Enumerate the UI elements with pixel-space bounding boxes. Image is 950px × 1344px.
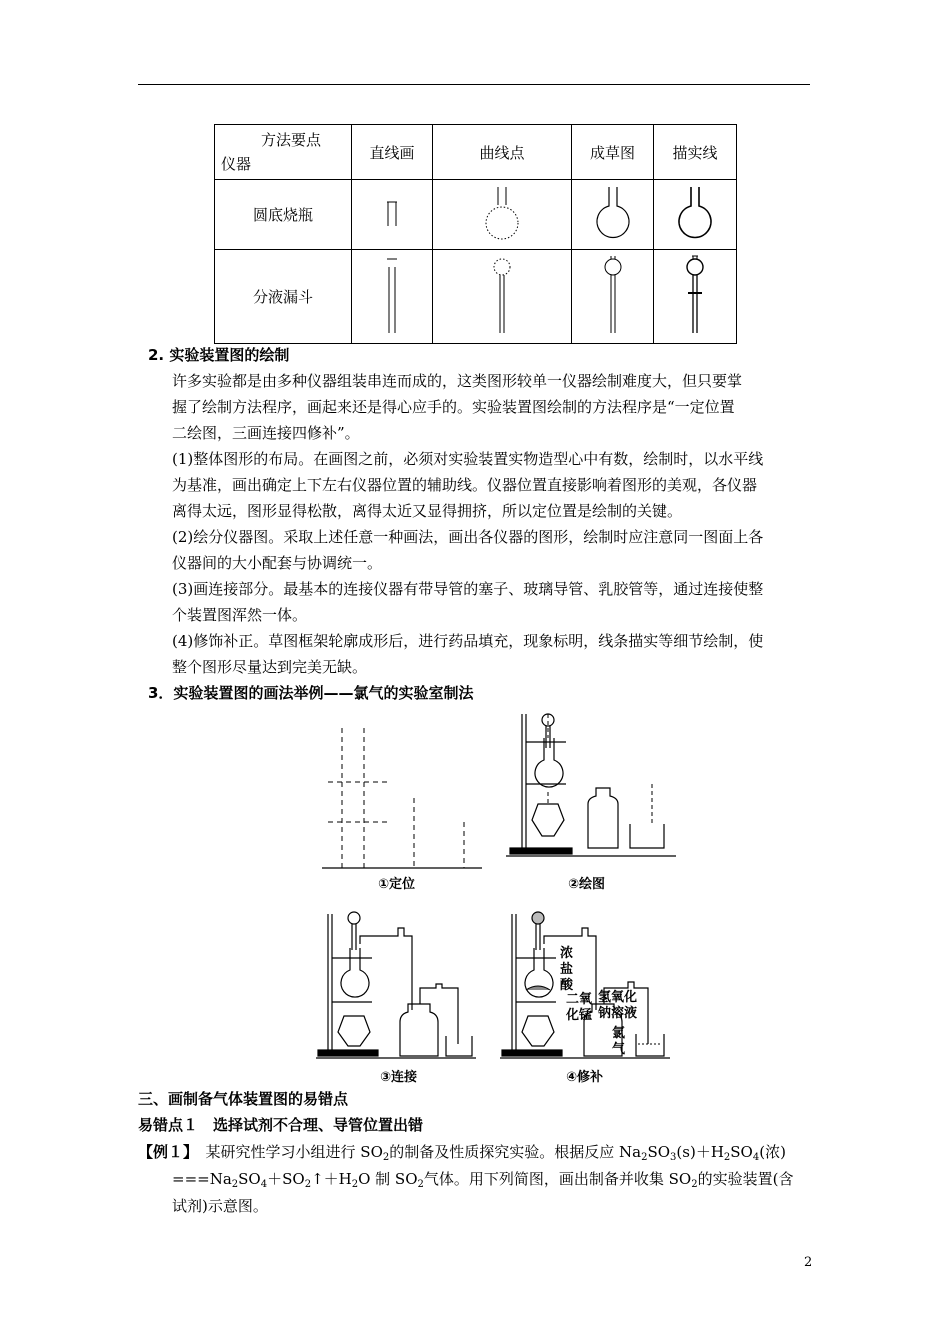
para5-line1: (4)修饰补正。草图框架轮廓成形后，进行药品填充，现象标明，线条描实等细节绘制，使 — [172, 632, 764, 650]
label-naoh: 氢氧化钠溶液 — [598, 990, 638, 1021]
caption-4: ④修补 — [566, 1070, 604, 1085]
para4-line1: (3)画连接部分。最基本的连接仪器有带导管的塞子、玻璃导管、乳胶管等，通过连接使整 — [172, 580, 764, 598]
para2-line1: (1)整体图形的布局。在画图之前，必须对实验装置实物造型心中有数，绘制时，以水平线 — [172, 450, 764, 468]
flask-dotted-icon — [433, 180, 572, 250]
para4-line2: 个装置图浑然一体。 — [172, 606, 308, 624]
label-cl2: 氯气 — [612, 1026, 626, 1057]
flask-straight-icon — [352, 180, 433, 250]
figure-positioning — [322, 722, 482, 872]
example-line2: $===Na_2SO_4+SO_2↑+H_2O$ 制 $SO_2$气体。用下列简图，画出制备并收集 $SO_2$的实验装置(含 — [172, 1170, 794, 1190]
example-line3: 试剂)示意图。 — [172, 1197, 268, 1215]
section2-heading: 2. 实验装置图的绘制 — [148, 346, 290, 364]
figure-drawing — [506, 708, 676, 860]
corner-bottom-label: 仪器 — [221, 155, 252, 173]
para5-line2: 整个图形尽量达到完美无缺。 — [172, 658, 368, 676]
para3-line1: (2)绘分仪器图。采取上述任意一种画法，画出各仪器的图形，绘制时应注意同一图面上各 — [172, 528, 764, 546]
flask-solid-icon — [654, 180, 737, 250]
para3-line2: 仪器间的大小配套与协调统一。 — [172, 554, 383, 572]
methods-table — [214, 124, 737, 344]
caption-2: ②绘图 — [568, 877, 606, 892]
label-mno2: 二氧化锰 — [566, 992, 593, 1023]
funnel-solid-icon — [654, 250, 737, 344]
section3-heading: 3．实验装置图的画法举例——氯气的实验室制法 — [148, 684, 474, 702]
caption-1: ①定位 — [378, 877, 416, 892]
header-rule — [138, 84, 810, 85]
figure-finishing — [500, 904, 670, 1060]
part3-heading: 三、画制备气体装置图的易错点 — [138, 1090, 349, 1108]
row-label-funnel: 分液漏斗 — [215, 250, 352, 344]
para1-line1: 许多实验都是由多种仪器组装串连而成的，这类图形较单一仪器绘制难度大，但只要掌 — [172, 372, 743, 390]
funnel-straight-icon — [352, 250, 433, 344]
error-point-1: 易错点１ 选择试剂不合理、导管位置出错 — [138, 1116, 424, 1134]
flask-sketch-icon — [572, 180, 654, 250]
funnel-dotted-icon — [433, 250, 572, 344]
para2-line2: 为基准，画出确定上下左右仪器位置的辅助线。仪器位置直接影响着图形的美观，各仪器 — [172, 476, 758, 494]
page-number: 2 — [804, 1255, 813, 1270]
header-straight: 直线画 — [352, 125, 433, 180]
label-acid: 浓盐酸 — [560, 946, 574, 993]
figure-connecting — [316, 904, 476, 1060]
para1-line2: 握了绘制方法程序，画起来还是得心应手的。实验装置图绘制的方法程序是“一定位置 — [172, 398, 735, 416]
corner-top-label: 方法要点 — [261, 131, 322, 149]
caption-3: ③连接 — [380, 1070, 418, 1085]
header-dotted: 曲线点 — [433, 125, 572, 180]
row-label-flask: 圆底烧瓶 — [215, 180, 352, 250]
example-line1: 【例１】 某研究性学习小组进行 $SO_2$的制备及性质探究实验。根据反应 $Na_2SO_3(s)+H_2SO_4$(浓) — [138, 1143, 786, 1163]
para2-line3: 离得太远，图形显得松散，离得太近又显得拥挤，所以定位置是绘制的关键。 — [172, 502, 683, 520]
para1-line3: 二绘图，三画连接四修补”。 — [172, 424, 360, 442]
header-solid: 描实线 — [654, 125, 737, 180]
funnel-sketch-icon — [572, 250, 654, 344]
header-sketch: 成草图 — [572, 125, 654, 180]
table-corner-cell — [215, 125, 352, 180]
